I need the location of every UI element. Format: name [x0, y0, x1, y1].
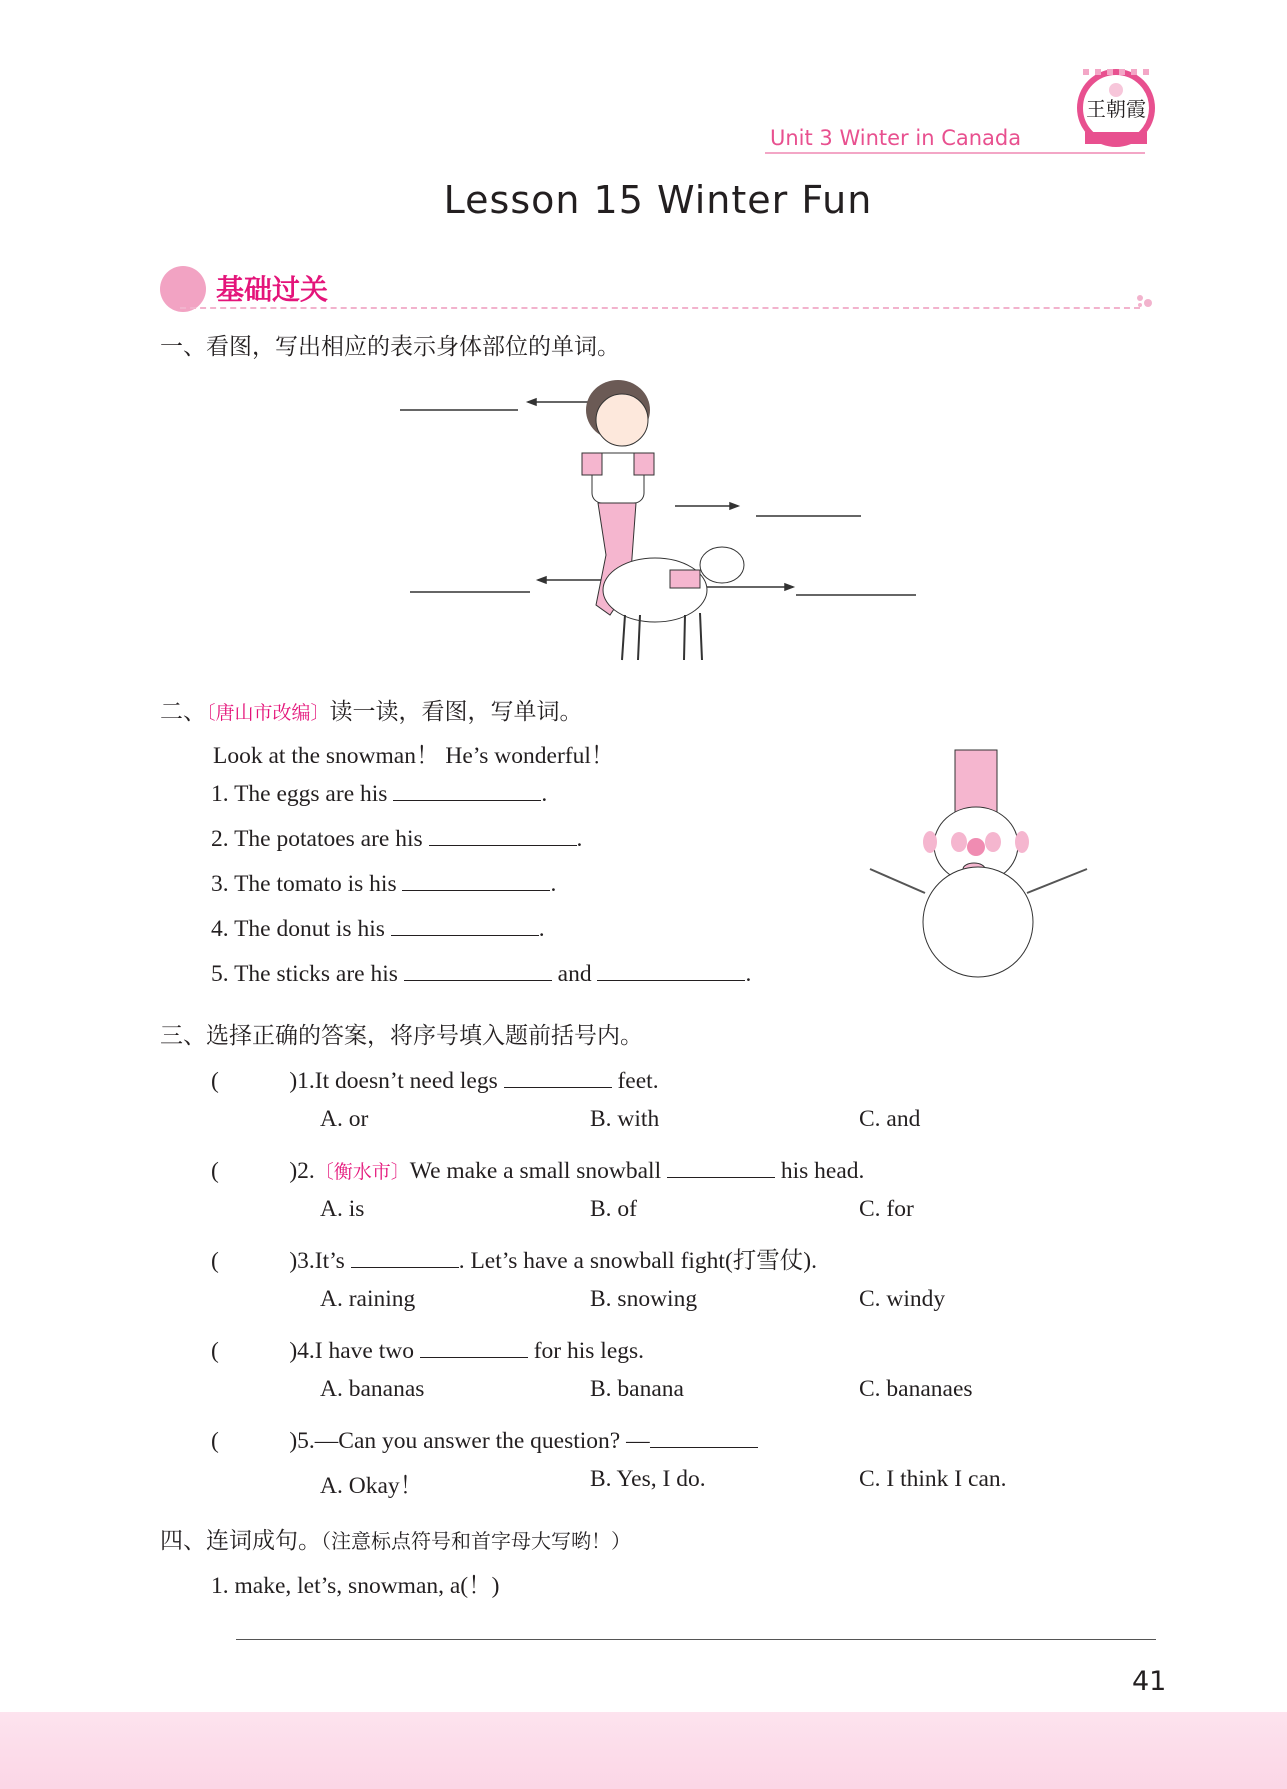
part1-heading: 一、看图，写出相应的表示身体部位的单词。	[160, 334, 620, 360]
snowman-illustration	[865, 745, 1090, 990]
part2-heading	[160, 693, 583, 726]
part2-source: 〔唐山市改编〕	[206, 702, 330, 724]
question-text: for his legs.	[533, 1338, 645, 1364]
mc-question-2	[211, 1151, 864, 1185]
section-divider	[180, 307, 1140, 309]
item-text: and	[557, 961, 592, 987]
option-b: B. banana	[590, 1376, 684, 1402]
answer-blank	[504, 1087, 612, 1088]
unit-header: Unit 3 Winter in Canada	[770, 126, 1022, 150]
answer-paren[interactable]: ( )2.	[211, 1158, 315, 1184]
option-a: A. is	[320, 1196, 365, 1222]
fill-item-3	[211, 871, 556, 898]
answer-blank	[420, 1357, 528, 1358]
item-text: 2. The potatoes are his	[211, 826, 423, 852]
option-a: A. or	[320, 1106, 369, 1132]
mc-question-1	[211, 1061, 659, 1095]
item-text: 3. The tomato is his	[211, 871, 397, 897]
answer-blank[interactable]	[404, 980, 552, 981]
fill-item-5	[211, 961, 751, 988]
answer-blank	[650, 1447, 758, 1448]
boy-and-dog-illustration	[400, 375, 920, 670]
answer-paren[interactable]: ( )3.	[211, 1248, 315, 1274]
header-rule	[765, 152, 1145, 154]
answer-blank	[351, 1267, 459, 1268]
answer-blank	[667, 1177, 775, 1178]
mc-question-5	[211, 1421, 758, 1455]
item-text: 5. The sticks are his	[211, 961, 398, 987]
svg-text:王朝霞: 王朝霞	[1086, 97, 1146, 121]
answer-blank[interactable]	[597, 980, 745, 981]
item-punct: .	[745, 961, 752, 987]
item-punct: .	[538, 916, 545, 942]
question-text: . Let’s have a snowball fight(打雪仗).	[458, 1248, 817, 1274]
question-text: —Can you answer the question? —	[314, 1428, 650, 1454]
option-c: C. and	[859, 1106, 921, 1132]
option-a: A. bananas	[320, 1376, 425, 1402]
part4-heading	[160, 1522, 631, 1555]
option-b: B. with	[590, 1106, 660, 1132]
answer-paren[interactable]: ( )4.	[211, 1338, 315, 1364]
footer-band	[0, 1712, 1287, 1789]
option-c: C. I think I can.	[859, 1466, 1007, 1492]
item-text: 4. The donut is his	[211, 916, 385, 942]
mc-question-3	[211, 1241, 817, 1275]
question-text: I have two	[314, 1338, 414, 1364]
item-text: 1. The eggs are his	[211, 781, 388, 807]
part4-note: （注意标点符号和首字母大写哟！）	[321, 1529, 631, 1553]
part3-heading: 三、选择正确的答案，将序号填入题前括号内。	[160, 1023, 643, 1049]
answer-blank[interactable]	[402, 890, 550, 891]
question-source: 〔衡水市〕	[314, 1161, 410, 1183]
publisher-logo	[1075, 60, 1157, 150]
answer-blank[interactable]	[429, 845, 577, 846]
answer-paren[interactable]: ( )5.	[211, 1428, 315, 1454]
lesson-title: Lesson 15 Winter Fun	[443, 178, 873, 222]
option-c: C. for	[859, 1196, 914, 1222]
fill-item-1	[211, 781, 547, 808]
option-b: B. snowing	[590, 1286, 698, 1312]
option-a: A. raining	[320, 1286, 416, 1312]
item-punct: .	[576, 826, 583, 852]
sentence-item-1: 1. make, let’s, snowman, a(！)	[211, 1573, 500, 1599]
answer-line[interactable]	[236, 1639, 1156, 1640]
option-a: A. Okay！	[320, 1473, 424, 1499]
option-c: C. bananaes	[859, 1376, 973, 1402]
section-title: 基础过关	[216, 273, 329, 306]
part2-intro: Look at the snowman！ He’s wonderful！	[213, 743, 615, 769]
part4-instruction: 四、连词成句。	[160, 1528, 321, 1554]
answer-blank[interactable]	[391, 935, 539, 936]
part2-instruction: 读一读，看图，写单词。	[329, 699, 583, 725]
fill-item-2	[211, 826, 582, 853]
question-text: We make a small snowball	[409, 1158, 662, 1184]
question-text: It’s	[314, 1248, 345, 1274]
question-text: his head.	[780, 1158, 865, 1184]
question-text: It doesn’t need legs	[314, 1068, 498, 1094]
question-text: feet.	[617, 1068, 659, 1094]
option-b: B. of	[590, 1196, 637, 1222]
fill-item-4	[211, 916, 545, 943]
mc-question-4	[211, 1331, 644, 1365]
item-punct: .	[541, 781, 548, 807]
part2-number: 二、	[160, 699, 206, 725]
dots-decoration	[1136, 294, 1158, 308]
answer-paren[interactable]: ( )1.	[211, 1068, 315, 1094]
page-number: 41	[1132, 1666, 1167, 1697]
answer-blank[interactable]	[393, 800, 541, 801]
item-punct: .	[550, 871, 557, 897]
option-b: B. Yes, I do.	[590, 1466, 706, 1492]
option-c: C. windy	[859, 1286, 946, 1312]
section-mascot-icon	[160, 266, 206, 312]
